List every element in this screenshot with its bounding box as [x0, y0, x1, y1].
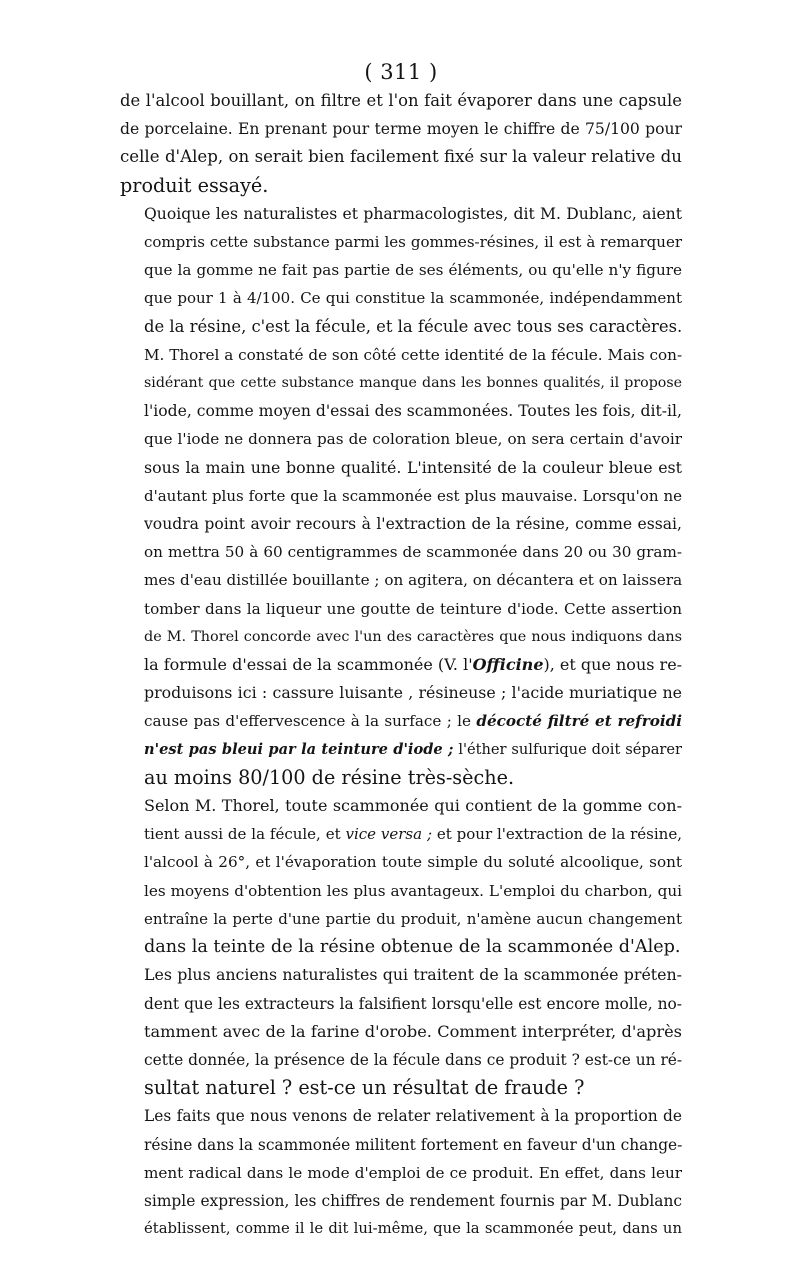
officine-reference: Officine: [472, 655, 544, 675]
text-line: [120, 820, 682, 848]
text-line: Selon M. Thorel, toute scammonée qui contient de la gomme con-: [144, 796, 682, 816]
text-segment: ), et que nous re-: [543, 655, 683, 675]
text-line: celle d'Alep, on serait bien facilement fixé sur la valeur relative du: [120, 147, 682, 167]
text-line: de l'alcool bouillant, on filtre et l'on fait évaporer dans une capsule: [120, 91, 682, 110]
paragraph-2: [120, 200, 682, 341]
text-line: on mettra 50 à 60 centigrammes de scammonée dans 20 ou 30 gram-: [144, 543, 682, 562]
text-line: dans la teinte de la résine obtenue de la scammonée d'Alep.: [144, 937, 681, 958]
text-line: que pour 1 à 4/100. Ce qui constitue la scammonée, indépendamment: [144, 289, 682, 308]
text-line: au moins 80/100 de résine très-sèche.: [144, 765, 515, 789]
text-segment: tient aussi de la fécule, et: [144, 825, 346, 844]
text-line: les moyens d'obtention les plus avantageux. L'emploi du charbon, qui: [144, 881, 682, 900]
text-line: dent que les extracteurs la falsifient lorsqu'elle est encore molle, no-: [144, 994, 682, 1013]
text-segment: la formule d'essai de la scammonée (V. l': [144, 655, 473, 675]
text-line: produit essayé.: [120, 173, 269, 197]
text-line: sultat naturel ? est-ce un résultat de fraude ?: [144, 1076, 585, 1100]
paragraph-5: [120, 961, 682, 1102]
text-line: que la gomme ne fait pas partie de ses éléments, ou qu'elle n'y figure: [144, 261, 682, 280]
text-line: cette donnée, la présence de la fécule dans ce produit ? est-ce un ré-: [144, 1050, 683, 1069]
text-line: sous la main une bonne qualité. L'intensité de la couleur bleue est: [144, 457, 682, 477]
text-line: entraîne la perte d'une partie du produit, n'amène aucun changement: [144, 909, 682, 928]
text-line: compris cette substance parmi les gommes-résines, il est à remarquer: [144, 233, 682, 252]
text-line: Quoique les naturalistes et pharmacologistes, dit M. Dublanc, aient: [144, 204, 682, 223]
text-line: ment radical dans le mode d'emploi de ce produit. En effet, dans leur: [144, 1163, 682, 1182]
paragraph-4: [120, 792, 682, 961]
text-line: tomber dans la liqueur une goutte de teinture d'iode. Cette assertion: [144, 599, 682, 618]
text-segment: cause pas d'effervescence à la surface ; le: [144, 712, 477, 731]
text-line: établissent, comme il le dit lui-même, que la scammonée peut, dans un: [144, 1220, 682, 1238]
text-line: Les plus anciens naturalistes qui traitent de la scammonée préten-: [144, 965, 682, 985]
paragraph-1: [120, 87, 682, 200]
text-line: M. Thorel a constaté de son côté cette identité de la fécule. Mais con-: [144, 345, 683, 364]
text-line: simple expression, les chiffres de rendement fournis par M. Dublanc: [144, 1191, 682, 1210]
paragraph-6: [120, 1102, 682, 1243]
text-line: de M. Thorel concorde avec l'un des caractères que nous indiquons dans: [144, 628, 682, 645]
paragraph-3: [120, 341, 682, 792]
text-line: d'autant plus forte que la scammonée est plus mauvaise. Lorsqu'on ne: [144, 486, 682, 505]
text-line: [120, 651, 682, 679]
text-segment: l'éther sulfurique doit séparer: [453, 740, 682, 758]
text-line: que l'iode ne donnera pas de coloration bleue, on sera certain d'avoir: [144, 430, 682, 449]
text-line: de la résine, c'est la fécule, et la fécule avec tous ses caractères.: [144, 316, 683, 336]
text-line: Les faits que nous venons de relater relativement à la proportion de: [144, 1107, 682, 1126]
text-line: voudra point avoir recours à l'extraction de la résine, comme essai,: [144, 515, 682, 534]
emphasis-text: décocté filtré et refroidi: [476, 712, 683, 731]
text-line: sidérant que cette substance manque dans les bonnes qualités, il propose: [144, 375, 682, 392]
text-line: mes d'eau distillée bouillante ; on agitera, on décantera et on laissera: [144, 571, 683, 590]
emphasis-text: n'est pas bleui par la teinture d'iode ;: [144, 740, 454, 758]
text-line: [120, 707, 682, 735]
text-line: l'iode, comme moyen d'essai des scammonées. Toutes les fois, dit-il,: [144, 402, 682, 421]
page-number: ( 311 ): [364, 60, 438, 84]
vice-versa-italic: vice versa ;: [345, 825, 432, 844]
text-line: l'alcool à 26°, et l'évaporation toute simple du soluté alcoolique, sont: [144, 853, 682, 872]
text-line: [120, 736, 682, 764]
text-line: tamment avec de la farine d'orobe. Comment interpréter, d'après: [144, 1021, 682, 1041]
text-line: produisons ici : cassure luisante , résineuse ; l'acide muriatique ne: [144, 683, 682, 703]
text-line: de porcelaine. En prenant pour terme moyen le chiffre de 75/100 pour: [120, 120, 682, 139]
text-segment: et pour l'extraction de la résine,: [432, 825, 682, 844]
book-page: [120, 58, 682, 1243]
text-line: résine dans la scammonée militent fortement en faveur d'un change-: [144, 1135, 683, 1154]
